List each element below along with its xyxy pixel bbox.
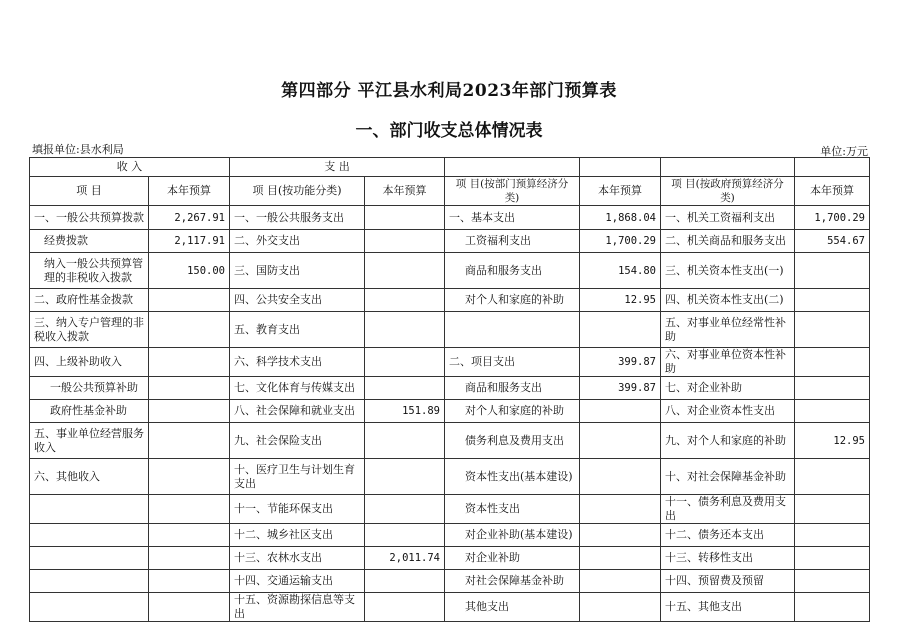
gov-econ-budget-cell — [795, 348, 870, 377]
dept-econ-item-cell: 对企业补助 — [445, 547, 580, 570]
income-item-cell: 一、一般公共预算拨款 — [30, 206, 149, 230]
function-item-cell: 五、教育支出 — [230, 312, 365, 348]
function-budget-cell — [365, 312, 445, 348]
function-budget-cell: 151.89 — [365, 400, 445, 423]
gov-econ-budget-cell: 1,700.29 — [795, 206, 870, 230]
dept-econ-item-cell: 商品和服务支出 — [445, 377, 580, 400]
function-budget-cell — [365, 230, 445, 253]
col-header-function-item: 项 目(按功能分类) — [230, 177, 365, 206]
gov-econ-item-cell: 十五、其他支出 — [661, 593, 795, 622]
table-row — [30, 377, 870, 400]
function-item-cell: 十三、农林水支出 — [230, 547, 365, 570]
income-item-cell — [30, 593, 149, 622]
gov-econ-item-cell: 一、机关工资福利支出 — [661, 206, 795, 230]
dept-econ-item-cell: 对社会保障基金补助 — [445, 570, 580, 593]
table-row — [30, 289, 870, 312]
dept-econ-budget-cell: 154.80 — [580, 253, 661, 289]
gov-econ-budget-cell — [795, 377, 870, 400]
dept-econ-budget-cell: 399.87 — [580, 377, 661, 400]
function-budget-cell — [365, 348, 445, 377]
gov-econ-budget-cell — [795, 570, 870, 593]
col-header-gov-econ-item: 项 目(按政府预算经济分类) — [661, 177, 795, 206]
gov-econ-item-cell: 四、机关资本性支出(二) — [661, 289, 795, 312]
expense-header: 支 出 — [230, 158, 445, 177]
dept-econ-budget-cell — [580, 570, 661, 593]
dept-econ-budget-cell — [580, 312, 661, 348]
income-budget-cell — [149, 459, 230, 495]
table-row — [30, 495, 870, 524]
income-item-cell — [30, 570, 149, 593]
currency-unit: 单位:万元 — [820, 145, 868, 158]
function-budget-cell — [365, 459, 445, 495]
dept-econ-item-cell — [445, 312, 580, 348]
header-row-2 — [30, 177, 870, 206]
table-row — [30, 230, 870, 253]
gov-econ-budget-cell — [795, 524, 870, 547]
header-blank — [661, 158, 795, 177]
table-row — [30, 400, 870, 423]
income-budget-cell — [149, 423, 230, 459]
function-item-cell: 二、外交支出 — [230, 230, 365, 253]
gov-econ-budget-cell — [795, 289, 870, 312]
dept-econ-budget-cell: 1,700.29 — [580, 230, 661, 253]
function-budget-cell — [365, 524, 445, 547]
table-row — [30, 459, 870, 495]
income-budget-cell: 2,267.91 — [149, 206, 230, 230]
header-blank — [580, 158, 661, 177]
function-item-cell: 十一、节能环保支出 — [230, 495, 365, 524]
income-budget-cell: 150.00 — [149, 253, 230, 289]
function-item-cell: 十、医疗卫生与计划生育支出 — [230, 459, 365, 495]
table-row — [30, 312, 870, 348]
income-budget-cell — [149, 289, 230, 312]
dept-econ-budget-cell: 399.87 — [580, 348, 661, 377]
table-row — [30, 524, 870, 547]
gov-econ-budget-cell — [795, 495, 870, 524]
function-budget-cell — [365, 570, 445, 593]
dept-econ-budget-cell — [580, 593, 661, 622]
income-budget-cell — [149, 524, 230, 547]
income-budget-cell — [149, 570, 230, 593]
dept-econ-item-cell: 商品和服务支出 — [445, 253, 580, 289]
function-item-cell: 三、国防支出 — [230, 253, 365, 289]
gov-econ-budget-cell — [795, 593, 870, 622]
income-item-cell — [30, 495, 149, 524]
table-row — [30, 423, 870, 459]
table-row — [30, 206, 870, 230]
gov-econ-item-cell: 十四、预留费及预留 — [661, 570, 795, 593]
gov-econ-item-cell: 十二、债务还本支出 — [661, 524, 795, 547]
table-title: 一、部门收支总体情况表 — [355, 121, 543, 141]
income-item-cell: 五、事业单位经营服务收入 — [30, 423, 149, 459]
income-item-cell: 六、其他收入 — [30, 459, 149, 495]
income-budget-cell: 2,117.91 — [149, 230, 230, 253]
gov-econ-item-cell: 三、机关资本性支出(一) — [661, 253, 795, 289]
income-budget-cell — [149, 348, 230, 377]
dept-econ-item-cell: 资本性支出 — [445, 495, 580, 524]
gov-econ-budget-cell — [795, 312, 870, 348]
gov-econ-budget-cell — [795, 253, 870, 289]
income-item-cell: 三、纳入专户管理的非税收入拨款 — [30, 312, 149, 348]
function-budget-cell: 2,011.74 — [365, 547, 445, 570]
dept-econ-item-cell: 一、基本支出 — [445, 206, 580, 230]
income-item-cell: 一般公共预算补助 — [30, 377, 149, 400]
income-budget-cell — [149, 593, 230, 622]
gov-econ-budget-cell — [795, 547, 870, 570]
income-budget-cell — [149, 400, 230, 423]
dept-econ-item-cell: 工资福利支出 — [445, 230, 580, 253]
income-header: 收 入 — [30, 158, 230, 177]
gov-econ-budget-cell — [795, 400, 870, 423]
table-row — [30, 253, 870, 289]
gov-econ-budget-cell: 554.67 — [795, 230, 870, 253]
function-budget-cell — [365, 253, 445, 289]
income-item-cell — [30, 547, 149, 570]
function-budget-cell — [365, 423, 445, 459]
table-row — [30, 547, 870, 570]
header-blank — [795, 158, 870, 177]
income-item-cell: 经费拨款 — [30, 230, 149, 253]
income-item-cell: 四、上级补助收入 — [30, 348, 149, 377]
income-item-cell — [30, 524, 149, 547]
header-row-1 — [30, 158, 870, 177]
income-budget-cell — [149, 312, 230, 348]
dept-econ-budget-cell — [580, 423, 661, 459]
page-title: 第四部分 平江县水利局2023年部门预算表 — [281, 81, 617, 101]
gov-econ-item-cell: 六、对事业单位资本性补助 — [661, 348, 795, 377]
function-item-cell: 十四、交通运输支出 — [230, 570, 365, 593]
gov-econ-budget-cell — [795, 459, 870, 495]
reporting-unit: 填报单位:县水利局 — [32, 143, 124, 156]
dept-econ-item-cell: 对企业补助(基本建设) — [445, 524, 580, 547]
function-item-cell: 九、社会保险支出 — [230, 423, 365, 459]
gov-econ-item-cell: 十、对社会保障基金补助 — [661, 459, 795, 495]
table-row — [30, 593, 870, 622]
gov-econ-item-cell: 八、对企业资本性支出 — [661, 400, 795, 423]
function-budget-cell — [365, 206, 445, 230]
col-header-budget: 本年预算 — [580, 177, 661, 206]
dept-econ-item-cell: 债务利息及费用支出 — [445, 423, 580, 459]
dept-econ-budget-cell — [580, 459, 661, 495]
dept-econ-budget-cell: 12.95 — [580, 289, 661, 312]
function-item-cell: 十二、城乡社区支出 — [230, 524, 365, 547]
col-header-budget: 本年预算 — [149, 177, 230, 206]
header-blank — [445, 158, 580, 177]
income-item-cell: 二、政府性基金拨款 — [30, 289, 149, 312]
income-budget-cell — [149, 547, 230, 570]
income-budget-cell — [149, 377, 230, 400]
function-item-cell: 八、社会保障和就业支出 — [230, 400, 365, 423]
dept-econ-item-cell: 其他支出 — [445, 593, 580, 622]
income-item-cell: 政府性基金补助 — [30, 400, 149, 423]
budget-table — [29, 157, 870, 622]
function-budget-cell — [365, 289, 445, 312]
col-header-budget: 本年预算 — [365, 177, 445, 206]
dept-econ-item-cell: 二、项目支出 — [445, 348, 580, 377]
function-item-cell: 七、文化体育与传媒支出 — [230, 377, 365, 400]
income-item-cell: 纳入一般公共预算管理的非税收入拨款 — [30, 253, 149, 289]
function-item-cell: 十五、资源勘探信息等支出 — [230, 593, 365, 622]
dept-econ-budget-cell: 1,868.04 — [580, 206, 661, 230]
gov-econ-item-cell: 十一、债务利息及费用支出 — [661, 495, 795, 524]
dept-econ-budget-cell — [580, 547, 661, 570]
function-budget-cell — [365, 495, 445, 524]
gov-econ-item-cell: 二、机关商品和服务支出 — [661, 230, 795, 253]
dept-econ-item-cell: 对个人和家庭的补助 — [445, 289, 580, 312]
col-header-item: 项 目 — [30, 177, 149, 206]
dept-econ-item-cell: 资本性支出(基本建设) — [445, 459, 580, 495]
dept-econ-item-cell: 对个人和家庭的补助 — [445, 400, 580, 423]
table-row — [30, 570, 870, 593]
function-item-cell: 六、科学技术支出 — [230, 348, 365, 377]
function-budget-cell — [365, 377, 445, 400]
gov-econ-item-cell: 五、对事业单位经常性补助 — [661, 312, 795, 348]
gov-econ-item-cell: 九、对个人和家庭的补助 — [661, 423, 795, 459]
col-header-budget: 本年预算 — [795, 177, 870, 206]
table-row — [30, 348, 870, 377]
gov-econ-item-cell: 十三、转移性支出 — [661, 547, 795, 570]
gov-econ-budget-cell: 12.95 — [795, 423, 870, 459]
col-header-dept-econ-item: 项 目(按部门预算经济分类) — [445, 177, 580, 206]
gov-econ-item-cell: 七、对企业补助 — [661, 377, 795, 400]
function-item-cell: 一、一般公共服务支出 — [230, 206, 365, 230]
dept-econ-budget-cell — [580, 495, 661, 524]
dept-econ-budget-cell — [580, 400, 661, 423]
function-budget-cell — [365, 593, 445, 622]
income-budget-cell — [149, 495, 230, 524]
dept-econ-budget-cell — [580, 524, 661, 547]
function-item-cell: 四、公共安全支出 — [230, 289, 365, 312]
